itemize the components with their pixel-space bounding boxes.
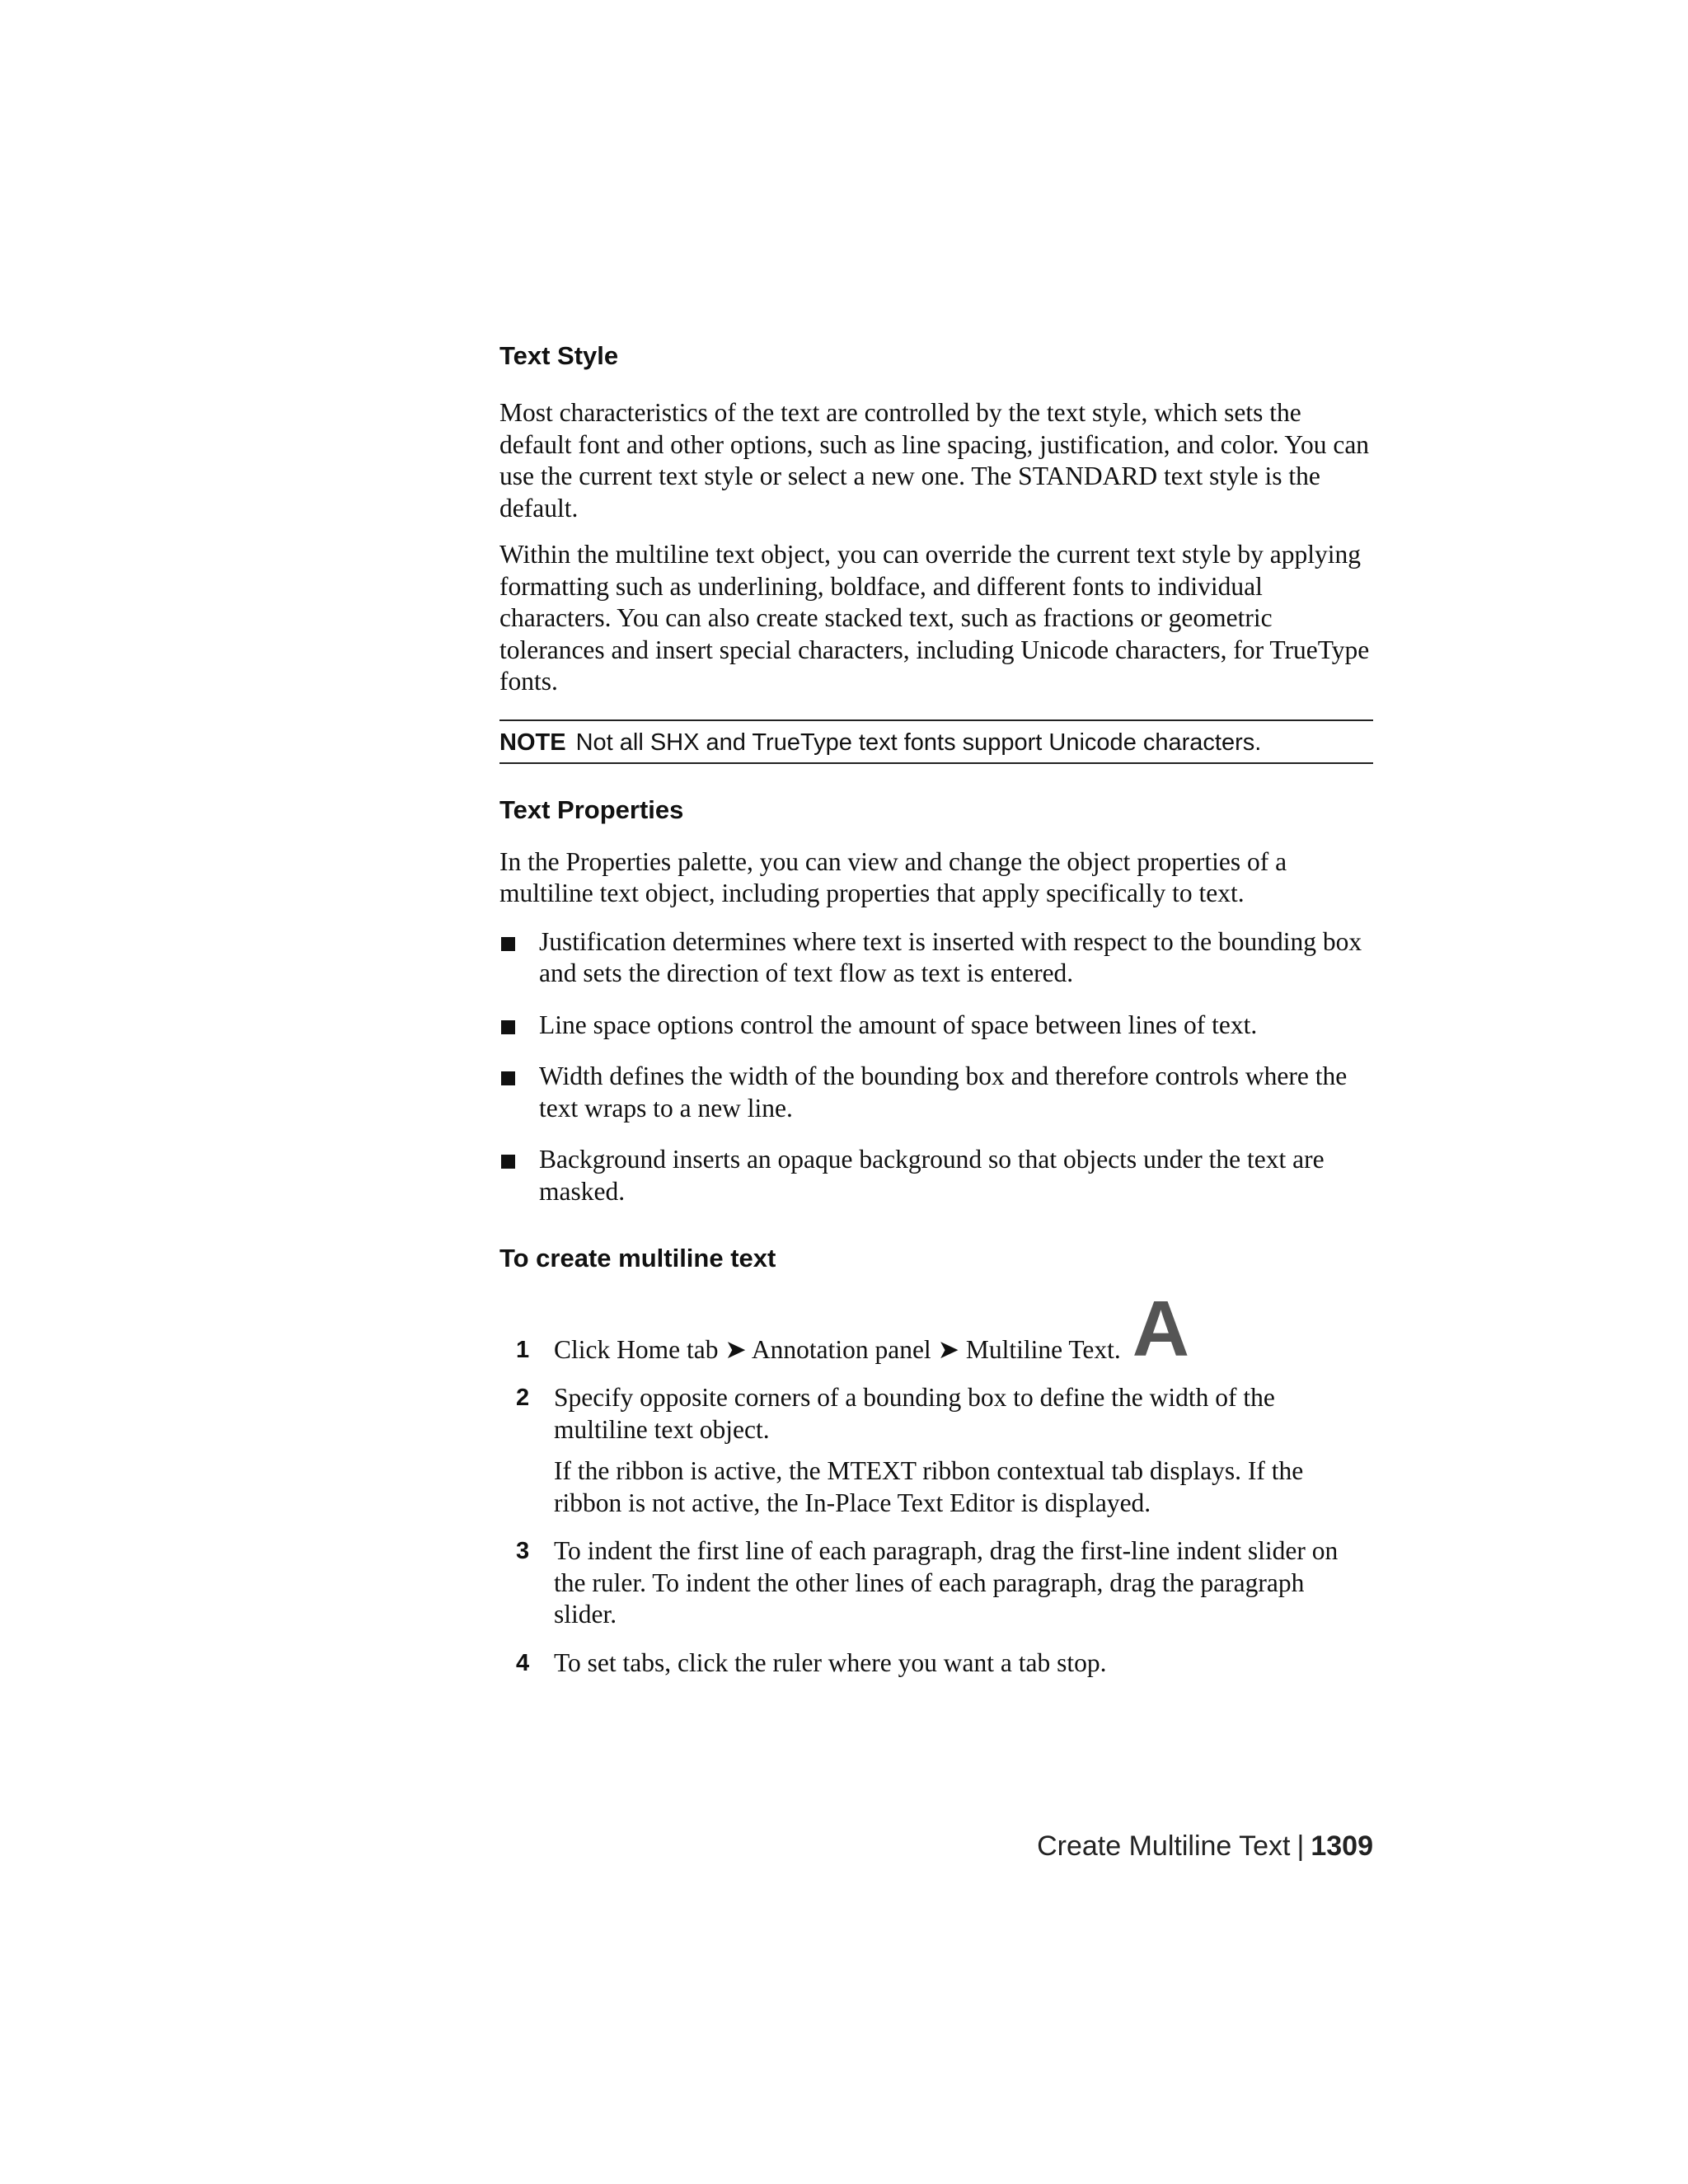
paragraph-text-style-2: Within the multiline text object, you can override the current text style by applying formatting such as underlining, boldface, and different fonts to individual characters. You can also create stacked text, such as fractions or geometric tolerances and insert special characters, including Unicode characters, for TrueType fonts. — [499, 540, 1370, 696]
heading-text-style: Text Style — [499, 341, 619, 370]
bullet-text-width: Width defines the width of the bounding box and therefore controls where the text wraps to a new line. — [539, 1062, 1348, 1122]
step-number: 2 — [516, 1385, 530, 1411]
footer-separator: | — [1296, 1830, 1305, 1862]
bullet-text-background: Background inserts an opaque background so that objects under the text are masked. — [539, 1145, 1325, 1206]
note-text: Not all SHX and TrueType text fonts support Unicode characters. — [575, 729, 1262, 756]
list-item — [499, 1061, 1373, 1124]
page-number: 1309 — [1311, 1830, 1373, 1862]
step-number: 3 — [516, 1538, 530, 1564]
paragraph-text-style-1: Most characteristics of the text are controlled by the text style, which sets the default font and other options, such as line spacing, justification, and color. You can use the current text style or select a new one. The STANDARD text style is the default. — [499, 398, 1370, 523]
step-number: 1 — [516, 1336, 530, 1363]
step-item — [499, 1285, 1373, 1373]
bullet-text-line-space: Line space options control the amount of space between lines of text. — [539, 1010, 1258, 1039]
heading-create-multiline-text: To create multiline text — [499, 1244, 776, 1272]
square-bullet-icon — [501, 937, 515, 951]
footer-title: Create Multiline Text — [1037, 1830, 1291, 1862]
properties-bullet-list — [499, 926, 1373, 1208]
procedure-steps — [499, 1285, 1373, 1679]
step-item — [499, 1647, 1373, 1680]
heading-text-properties: Text Properties — [499, 794, 684, 824]
step-item — [499, 1382, 1373, 1519]
list-item — [499, 1144, 1373, 1207]
list-item — [499, 926, 1373, 990]
paragraph-text-properties: In the Properties palette, you can view and change the object properties of a multiline text object, including properties that apply specifically to text. — [499, 846, 1287, 907]
note-box — [499, 719, 1373, 764]
page-content — [499, 340, 1373, 1695]
note-label: NOTE — [499, 729, 566, 756]
step-text: To set tabs, click the ruler where you want a tab stop. — [554, 1647, 1107, 1677]
square-bullet-icon — [501, 1020, 515, 1034]
square-bullet-icon — [501, 1071, 515, 1085]
step-text: Specify opposite corners of a bounding box to define the width of the multiline text object. — [554, 1383, 1275, 1444]
step-text: To indent the first line of each paragraph, drag the first-line indent slider on the ruler. To indent the other lines of each paragraph, drag the paragraph slider. — [554, 1536, 1339, 1629]
bullet-text-justification: Justification determines where text is inserted with respect to the bounding box and sets the direction of text flow as text is entered. — [539, 926, 1362, 987]
step-text: Click Home tab ➤ Annotation panel ➤ Multiline Text. — [554, 1334, 1121, 1364]
page-footer — [1037, 1828, 1373, 1864]
list-item — [499, 1010, 1373, 1042]
step-item — [499, 1535, 1373, 1631]
square-bullet-icon — [501, 1155, 515, 1169]
step-number: 4 — [516, 1649, 530, 1676]
multiline-text-icon: A — [1132, 1285, 1190, 1373]
step-sub-paragraph: If the ribbon is active, the MTEXT ribbon contextual tab displays. If the ribbon is not active, the In-Place Text Editor is displayed. — [554, 1456, 1304, 1517]
